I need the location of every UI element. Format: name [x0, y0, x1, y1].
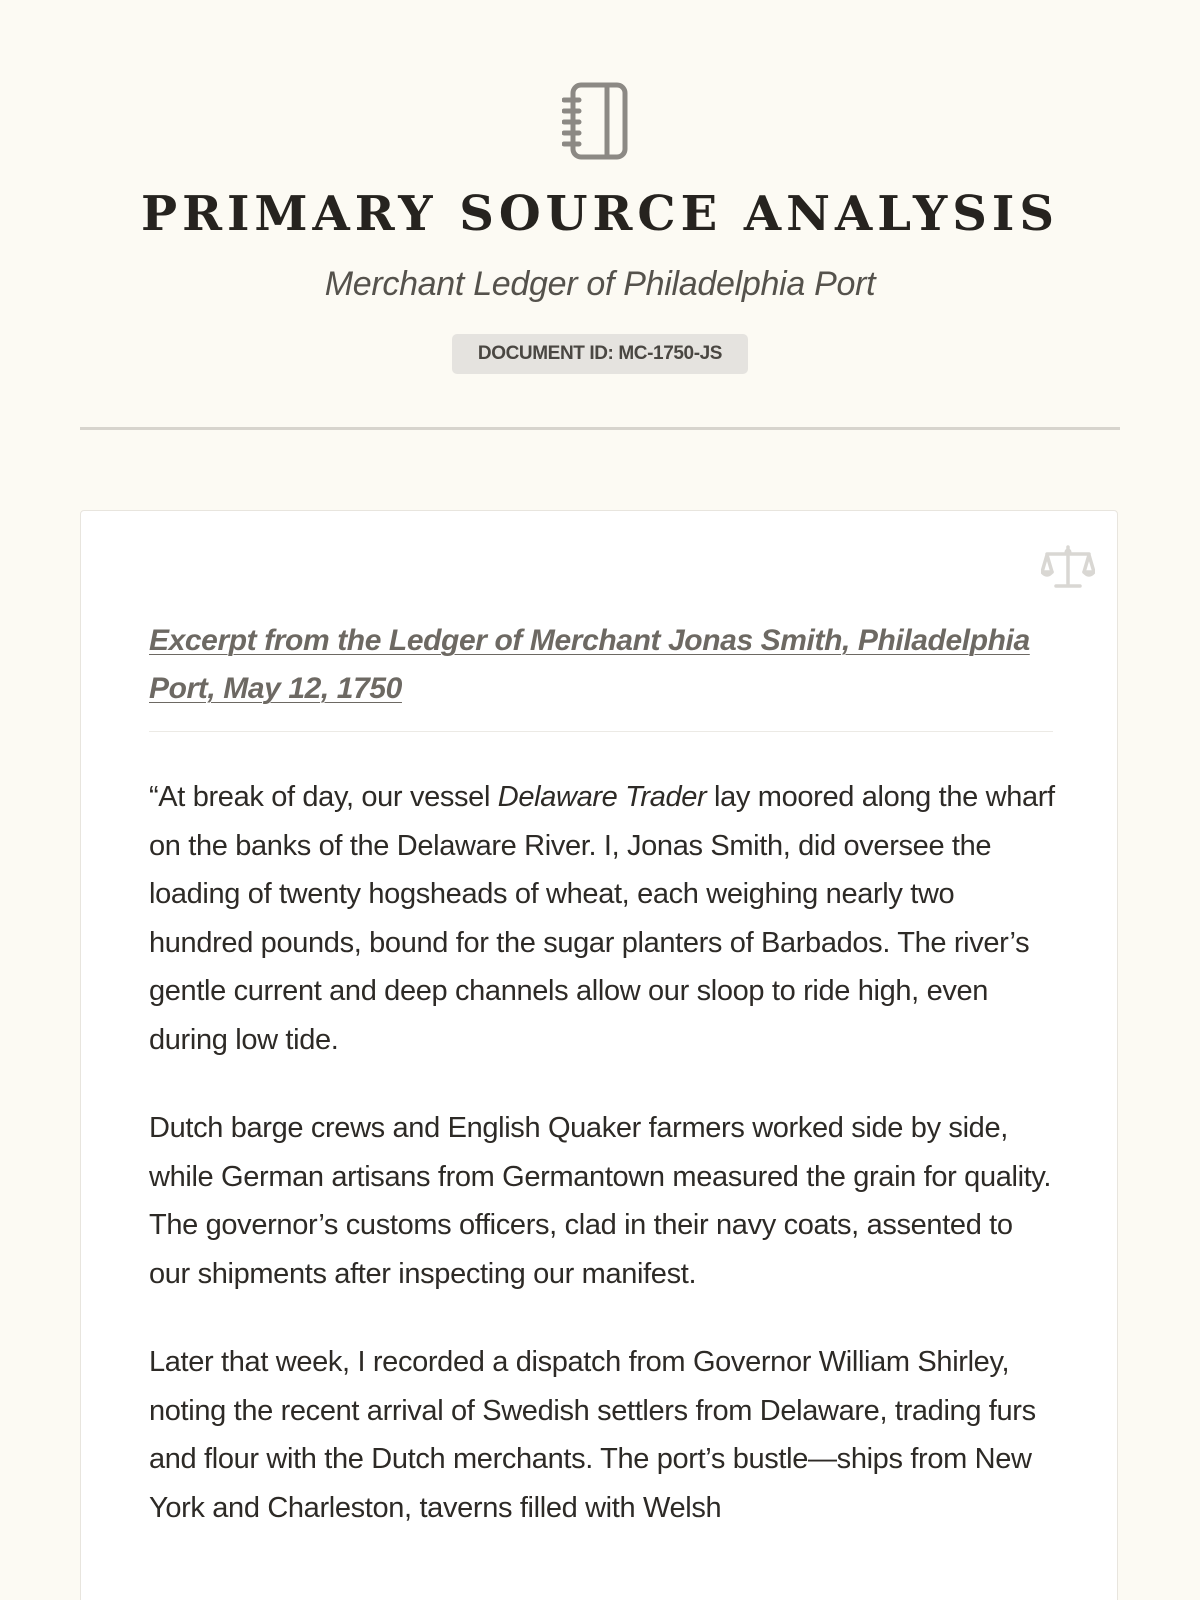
header-divider [80, 427, 1120, 430]
page-subtitle: Merchant Ledger of Philadelphia Port [324, 265, 876, 303]
excerpt-divider [149, 731, 1053, 732]
notebook-icon [562, 82, 632, 160]
excerpt-title: Excerpt from the Ledger of Merchant Jonas Smith, Philadelphia Port, May 12, 1750 [149, 624, 1030, 705]
paragraph-text: lay moored along the wharf on the banks of the Delaware River. I, Jonas Smith, did oversee the loading of twenty hogsheads of wheat, each weighing nearly two hundred pounds, bound for the sugar planters of Barbados. The river’s gentle current and deep channels allow our sloop to ride high, even during low tide. [149, 781, 1055, 1056]
excerpt-paragraph: Dutch barge crews and English Quaker farmers worked side by side, while German artisans from Germantown measured the grain for quality. The governor’s customs officers, clad in their navy coats, assented to our shipments after inspecting our manifest. [149, 1112, 1052, 1290]
excerpt-body [149, 773, 1059, 1572]
excerpt-paragraph [149, 773, 1059, 1064]
scales-icon [1041, 543, 1095, 591]
paragraph-text: “At break of day, our vessel [149, 781, 498, 813]
page-title: PRIMARY SOURCE ANALYSIS [140, 186, 1059, 242]
source-excerpt-card [80, 510, 1118, 1600]
excerpt-paragraph: Later that week, I recorded a dispatch from Governor William Shirley, noting the recent arrival of Swedish settlers from Delaware, trading furs and flour with the Dutch merchants. The port’s bustle—ships from New York and Charleston, taverns filled with Welsh [149, 1346, 1036, 1524]
document-id-badge: DOCUMENT ID: MC-1750-JS [452, 334, 748, 374]
vessel-name: Delaware Trader [497, 781, 707, 813]
